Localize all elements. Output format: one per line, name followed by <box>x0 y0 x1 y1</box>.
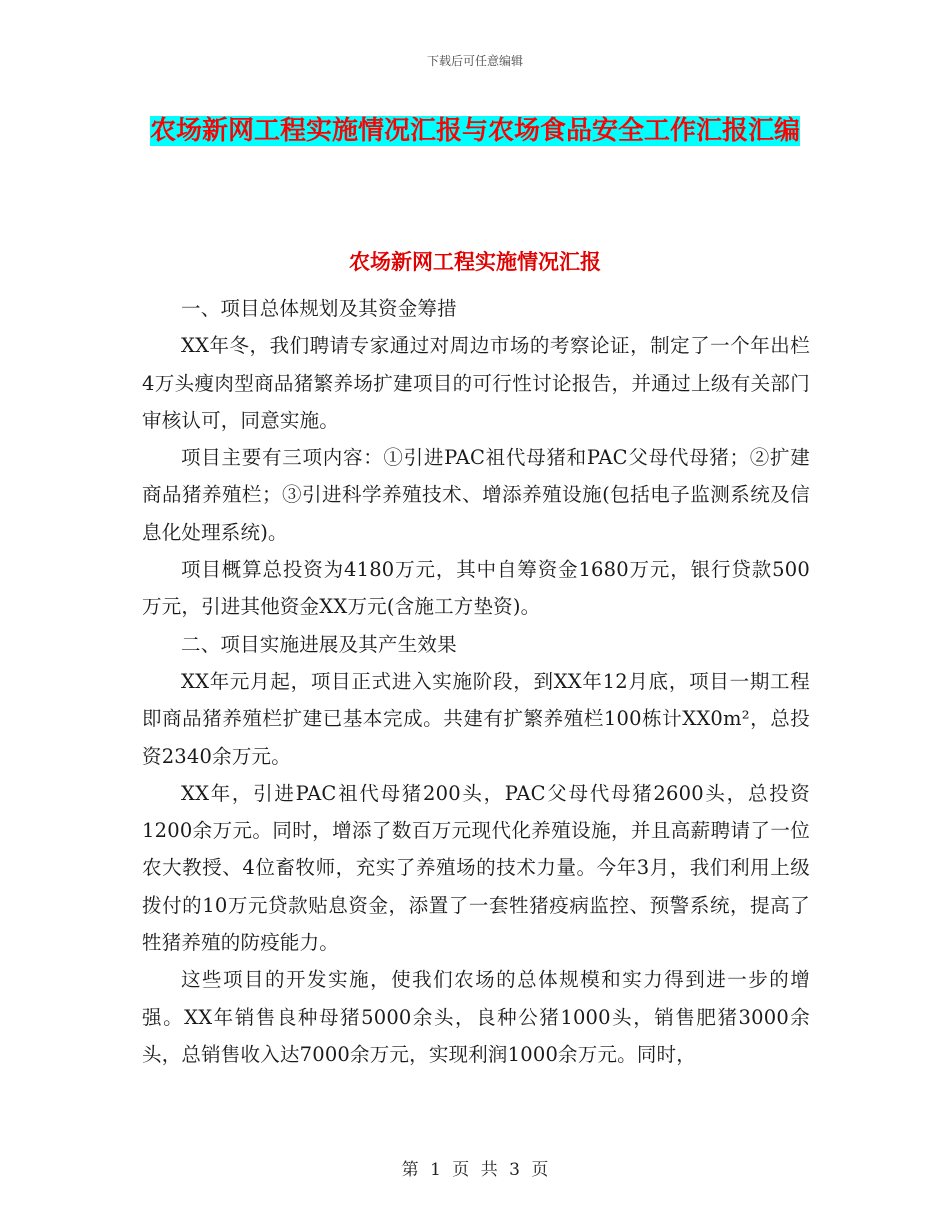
header-note: 下载后可任意编辑 <box>426 54 523 68</box>
document-title <box>100 108 850 154</box>
paragraph: 这些项目的开发实施，使我们农场的总体规模和实力得到进一步的增强。XX年销售良种母猪5000余头，良种公猪1000头，销售肥猪3000余头，总销售收入达7000余万元，实现利润1000余万元。同时， <box>142 968 810 1066</box>
section-title: 农场新网工程实施情况汇报 <box>349 249 601 274</box>
paragraph: XX年冬，我们聘请专家通过对周边市场的考察论证，制定了一个年出栏4万头瘦肉型商品猪繁养场扩建项目的可行性讨论报告，并通过上级有关部门审核认可，同意实施。 <box>142 334 810 432</box>
document-title-text: 农场新网工程实施情况汇报与农场食品安全工作汇报汇编 <box>149 116 800 146</box>
paragraph: XX年，引进PAC祖代母猪200头，PAC父母代母猪2600头，总投资1200余万元。同时，增添了数百万元现代化养殖设施，并且高薪聘请了一位农大教授、4位畜牧师，充实了养殖场的技术力量。今年3月，我们利用上级拨付的10万元贷款贴息资金，添置了一套牲猪疫病监控、预警系统，提高了牲猪养殖的防疫能力。 <box>142 781 810 955</box>
section-heading-2: 二、项目实施进展及其产生效果 <box>181 632 457 656</box>
paragraph: 项目主要有三项内容：①引进PAC祖代母猪和PAC父母代母猪；②扩建商品猪养殖栏；③引进科学养殖技术、增添养殖设施(包括电子监测系统及信息化处理系统)。 <box>142 446 810 544</box>
section-heading-1: 一、项目总体规划及其资金筹措 <box>181 297 457 320</box>
page-number: 第 1 页 共 3 页 <box>401 1160 549 1180</box>
paragraph: 项目概算总投资为4180万元，其中自筹资金1680万元，银行贷款500万元，引进其他资金XX万元(含施工方垫资)。 <box>142 558 810 619</box>
document-body <box>142 290 810 1073</box>
paragraph: XX年元月起，项目正式进入实施阶段，到XX年12月底，项目一期工程即商品猪养殖栏扩建已基本完成。共建有扩繁养殖栏100栋计XX0m²，总投资2340余万元。 <box>142 669 810 768</box>
